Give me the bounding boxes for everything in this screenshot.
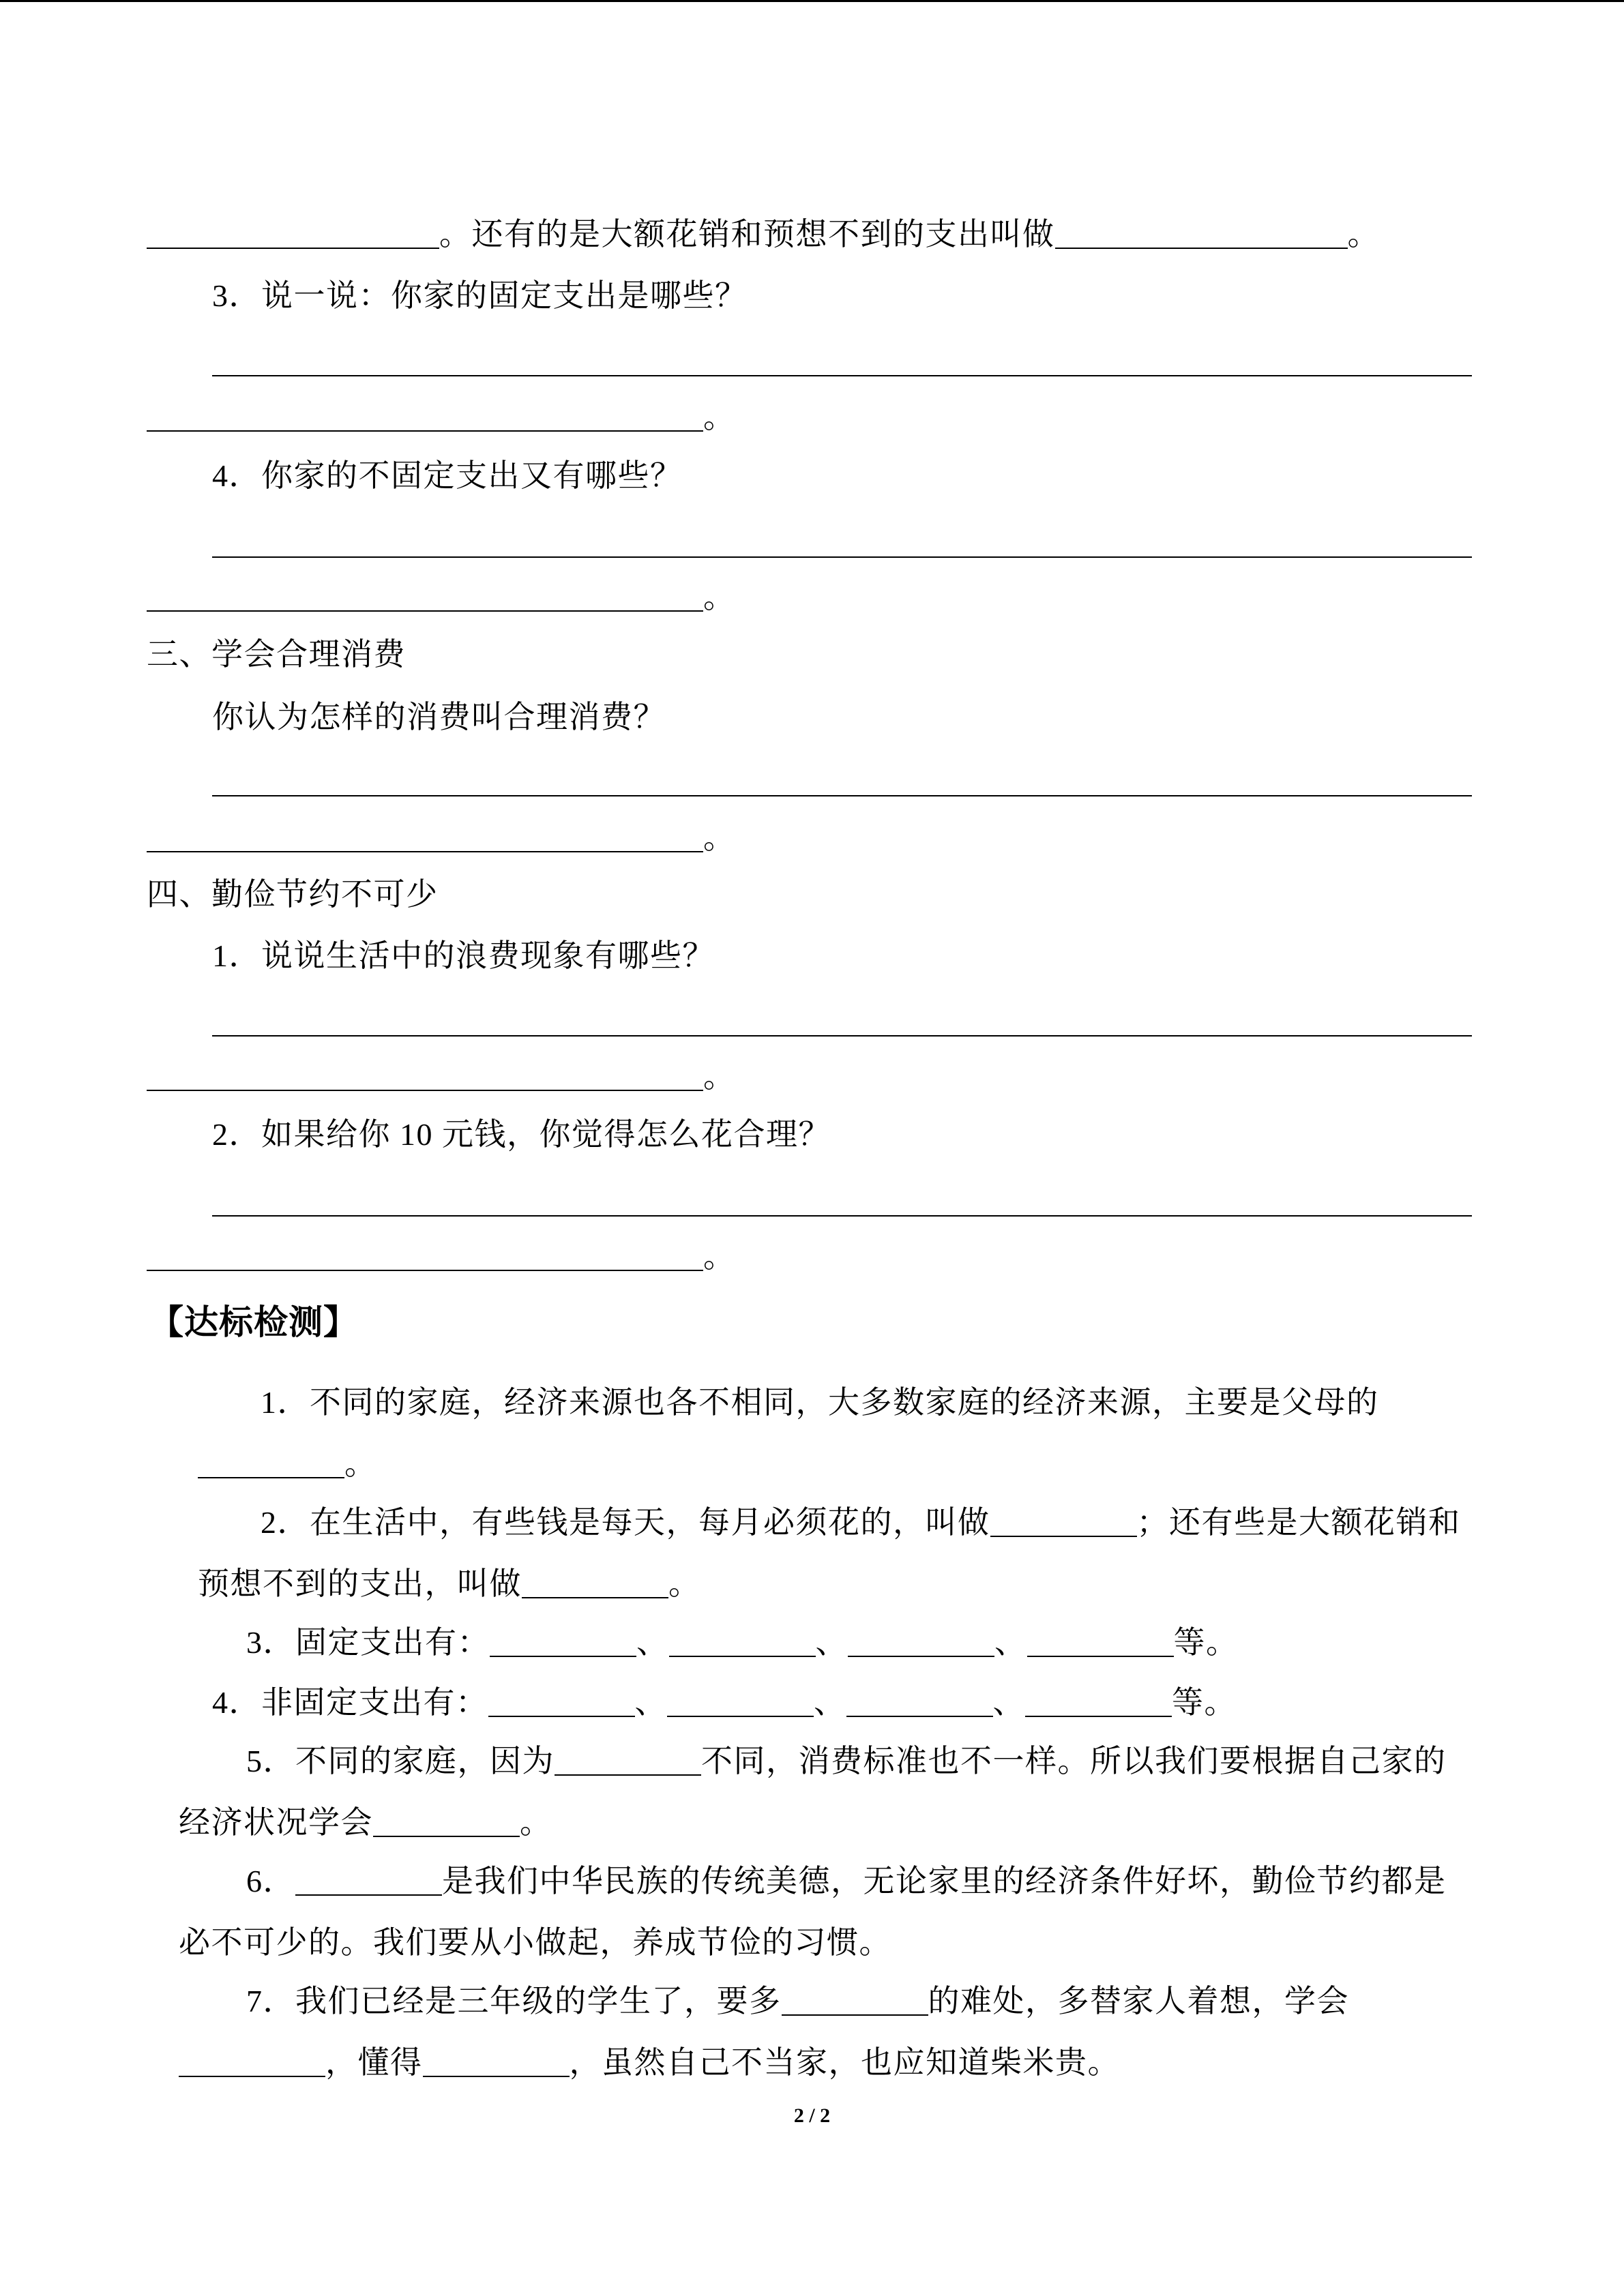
item-separator: 、 xyxy=(992,1685,1025,1720)
item-text: 经济状况学会 xyxy=(179,1805,373,1840)
assessment-item-3 xyxy=(246,1621,1239,1665)
answer-line-end xyxy=(147,1235,736,1279)
item-text: 等。 xyxy=(1173,1625,1239,1660)
item-text: 5．不同的家庭，因为 xyxy=(246,1744,555,1778)
item-text: 。 xyxy=(344,1446,377,1481)
answer-blank xyxy=(782,2014,928,2016)
answer-line xyxy=(212,556,1472,558)
assessment-item-5-line-2 xyxy=(179,1801,552,1845)
assessment-item-4 xyxy=(212,1681,1237,1725)
answer-end-mark: 。 xyxy=(703,580,736,614)
answer-blank xyxy=(555,1774,701,1776)
question-prompt: 4．你家的不固定支出又有哪些？ xyxy=(212,458,683,493)
answer-blank xyxy=(147,430,703,432)
answer-line-end xyxy=(147,576,736,619)
answer-blank xyxy=(490,1655,636,1657)
answer-blank xyxy=(1055,247,1348,249)
answer-line xyxy=(212,1035,1472,1037)
answer-blank xyxy=(147,610,703,612)
question-prompt: 3．说一说：你家的固定支出是哪些？ xyxy=(212,278,748,313)
item-separator: 、 xyxy=(994,1625,1027,1660)
assessment-item-1-line-1: 1．不同的家庭，经济来源也各不相同，大多数家庭的经济来源，主要是父母的 xyxy=(261,1385,1379,1420)
assessment-item-6-line-1 xyxy=(246,1860,1447,1903)
answer-line xyxy=(212,795,1472,796)
item-text: 3．固定支出有： xyxy=(246,1625,490,1660)
question-prompt: 1．说说生活中的浪费现象有哪些？ xyxy=(212,938,715,973)
answer-blank xyxy=(147,1089,703,1091)
item-separator: 、 xyxy=(636,1625,669,1660)
answer-line xyxy=(212,375,1472,376)
assessment-item-2-line-1 xyxy=(261,1501,1461,1545)
page-top-border xyxy=(0,0,1624,2)
answer-blank xyxy=(667,1715,814,1717)
answer-end-mark: 。 xyxy=(703,1059,736,1094)
answer-blank xyxy=(198,1476,344,1478)
section-heading: 三、学会合理消费 xyxy=(147,637,406,672)
answer-blank xyxy=(147,247,439,249)
answer-end-mark: 。 xyxy=(703,820,736,855)
answer-blank xyxy=(488,1715,635,1717)
item-text: 的难处，多替家人着想，学会 xyxy=(928,1984,1349,2018)
item-text: 是我们中华民族的传统美德，无论家里的经济条件好坏，勤俭节约都是 xyxy=(442,1864,1447,1898)
answer-line xyxy=(212,1215,1472,1217)
answer-line-end xyxy=(147,816,736,860)
item-text: ；还有些是大额花销和 xyxy=(1136,1505,1461,1540)
answer-blank xyxy=(669,1655,816,1657)
item-text: 7．我们已经是三年级的学生了，要多 xyxy=(246,1984,782,2018)
assessment-item-5-line-1 xyxy=(246,1740,1447,1783)
answer-blank xyxy=(1027,1655,1174,1657)
assessment-item-7-line-2 xyxy=(179,2041,1120,2085)
answer-blank xyxy=(295,1894,442,1896)
answer-end-mark: 。 xyxy=(703,400,736,434)
answer-blank xyxy=(846,1715,993,1717)
answer-blank xyxy=(848,1655,994,1657)
item-separator: 、 xyxy=(634,1685,667,1720)
continuation-end: 。 xyxy=(1347,217,1380,252)
continuation-line xyxy=(147,213,1380,256)
answer-blank xyxy=(373,1835,520,1837)
item-text: 不同，消费标准也不一样。所以我们要根据自己家的 xyxy=(701,1744,1447,1778)
assessment-item-2-line-2 xyxy=(198,1562,701,1606)
answer-blank xyxy=(990,1535,1137,1537)
page-number: 2 / 2 xyxy=(793,2104,831,2127)
answer-blank xyxy=(147,1269,703,1271)
assessment-title: 【达标检测】 xyxy=(149,1302,358,1342)
item-separator: 、 xyxy=(815,1625,848,1660)
item-text: 。 xyxy=(668,1566,701,1601)
item-text: ，虽然自己不当家，也应知道柴米贵。 xyxy=(569,2045,1120,2080)
question-prompt: 你认为怎样的消费叫合理消费？ xyxy=(212,700,666,734)
assessment-item-7-line-1 xyxy=(246,1980,1349,2023)
item-text: 2．在生活中，有些钱是每天，每月必须花的，叫做 xyxy=(261,1505,990,1540)
answer-line-end xyxy=(147,1055,736,1099)
question-prompt: 2．如果给你 10 元钱，你觉得怎么花合理？ xyxy=(212,1117,831,1152)
assessment-item-6-line-2: 必不可少的。我们要从小做起，养成节俭的习惯。 xyxy=(179,1925,891,1960)
answer-line-end xyxy=(147,396,736,439)
item-text: 预想不到的支出，叫做 xyxy=(198,1566,522,1601)
section-heading: 四、勤俭节约不可少 xyxy=(147,877,439,912)
item-text: 等。 xyxy=(1172,1685,1237,1720)
answer-blank xyxy=(423,2075,570,2077)
answer-blank xyxy=(522,1596,668,1598)
answer-blank xyxy=(179,2075,325,2077)
item-text: ，懂得 xyxy=(325,2045,423,2080)
answer-blank xyxy=(1025,1715,1172,1717)
answer-end-mark: 。 xyxy=(703,1239,736,1274)
item-text: 。 xyxy=(520,1805,552,1840)
continuation-text: 。还有的是大额花销和预想不到的支出叫做 xyxy=(439,217,1055,252)
answer-blank xyxy=(147,850,703,852)
item-text: 4．非固定支出有： xyxy=(212,1685,488,1720)
item-text: 6． xyxy=(246,1864,295,1898)
item-separator: 、 xyxy=(814,1685,846,1720)
assessment-item-1-line-2 xyxy=(198,1442,377,1486)
